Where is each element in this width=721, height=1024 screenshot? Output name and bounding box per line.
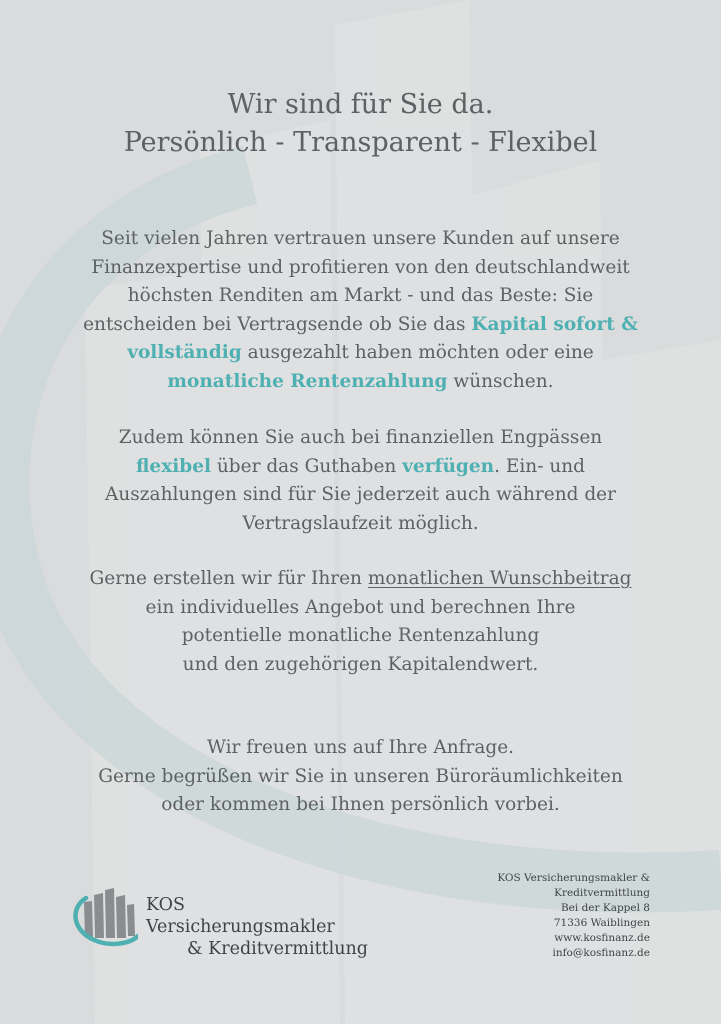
underlined-wunschbeitrag: monatlichen Wunschbeitrag [367,568,632,589]
closing-line: oder kommen bei Ihnen persönlich vorbei. [161,794,560,815]
address-company: KOS Versicherungsmakler & [497,872,650,884]
intro-line [40,368,681,397]
intro-line [40,311,681,340]
headline-line-2: Persönlich - Transparent - Flexibel [123,127,598,158]
email-link[interactable]: info@kosfinanz.de [552,947,650,959]
closing-line: Wir freuen uns auf Ihre Anfrage. [206,737,515,758]
address-company-2: Kreditvermittlung [554,887,650,899]
intro-line [40,339,681,368]
contact-address [450,871,650,961]
highlight-rentenzahlung: monatliche Rentenzahlung [167,370,448,392]
logo-line-2: & Kreditvermittlung [187,939,368,959]
highlight-vollstaendig: vollständig [127,342,242,363]
intro-line: Finanzexpertise und profitieren von den deutschlandweit [91,256,630,278]
flex-line: Auszahlungen sind für Sie jederzeit auch während der [105,484,616,505]
closing-paragraph [40,734,681,820]
address-city: 71336 Waiblingen [553,917,650,929]
logo-bars-icon [72,888,138,948]
offer-paragraph [40,565,681,679]
flex-line: Vertragslaufzeit möglich. [242,512,479,534]
offer-text: Gerne erstellen wir für Ihren [89,568,362,589]
logo-line-1: KOS Versicherungsmakler [146,895,335,937]
flexibility-paragraph [40,424,681,538]
flex-text: . Ein- und [494,455,585,477]
intro-line: Seit vielen Jahren vertrauen unsere Kunden auf unsere [101,228,620,249]
offer-line: potentielle monatliche Rentenzahlung [181,625,540,646]
offer-line: und den zugehörigen Kapitalendwert. [182,653,539,675]
intro-text: entscheiden bei Vertragsende ob Sie das [83,313,466,335]
flex-line: Zudem können Sie auch bei finanziellen Engpässen [118,427,603,448]
flex-text: über das Guthaben [216,455,397,477]
highlight-verfuegen: verfügen [402,455,495,477]
company-logo [72,884,372,959]
intro-text: ausgezahlt haben möchten oder eine [247,342,594,363]
logo-wordmark [146,894,368,960]
flex-line [40,453,681,482]
website-link[interactable]: www.kosfinanz.de [554,932,650,944]
intro-paragraph [40,225,681,396]
address-street: Bei der Kappel 8 [560,902,650,914]
headline-line-1: Wir sind für Sie da. [227,89,494,120]
intro-text: wünschen. [453,370,554,392]
intro-line: höchsten Renditen am Markt - und das Beste: Sie [127,285,594,306]
highlight-flexibel: flexibel [135,455,211,477]
offer-line: ein individuelles Angebot und berechnen Ihre [145,596,576,618]
highlight-kapital: Kapital sofort & [471,313,638,335]
offer-line [40,565,681,594]
closing-line: Gerne begrüßen wir Sie in unseren Büroräumlichkeiten [98,765,623,787]
headline [0,86,721,162]
